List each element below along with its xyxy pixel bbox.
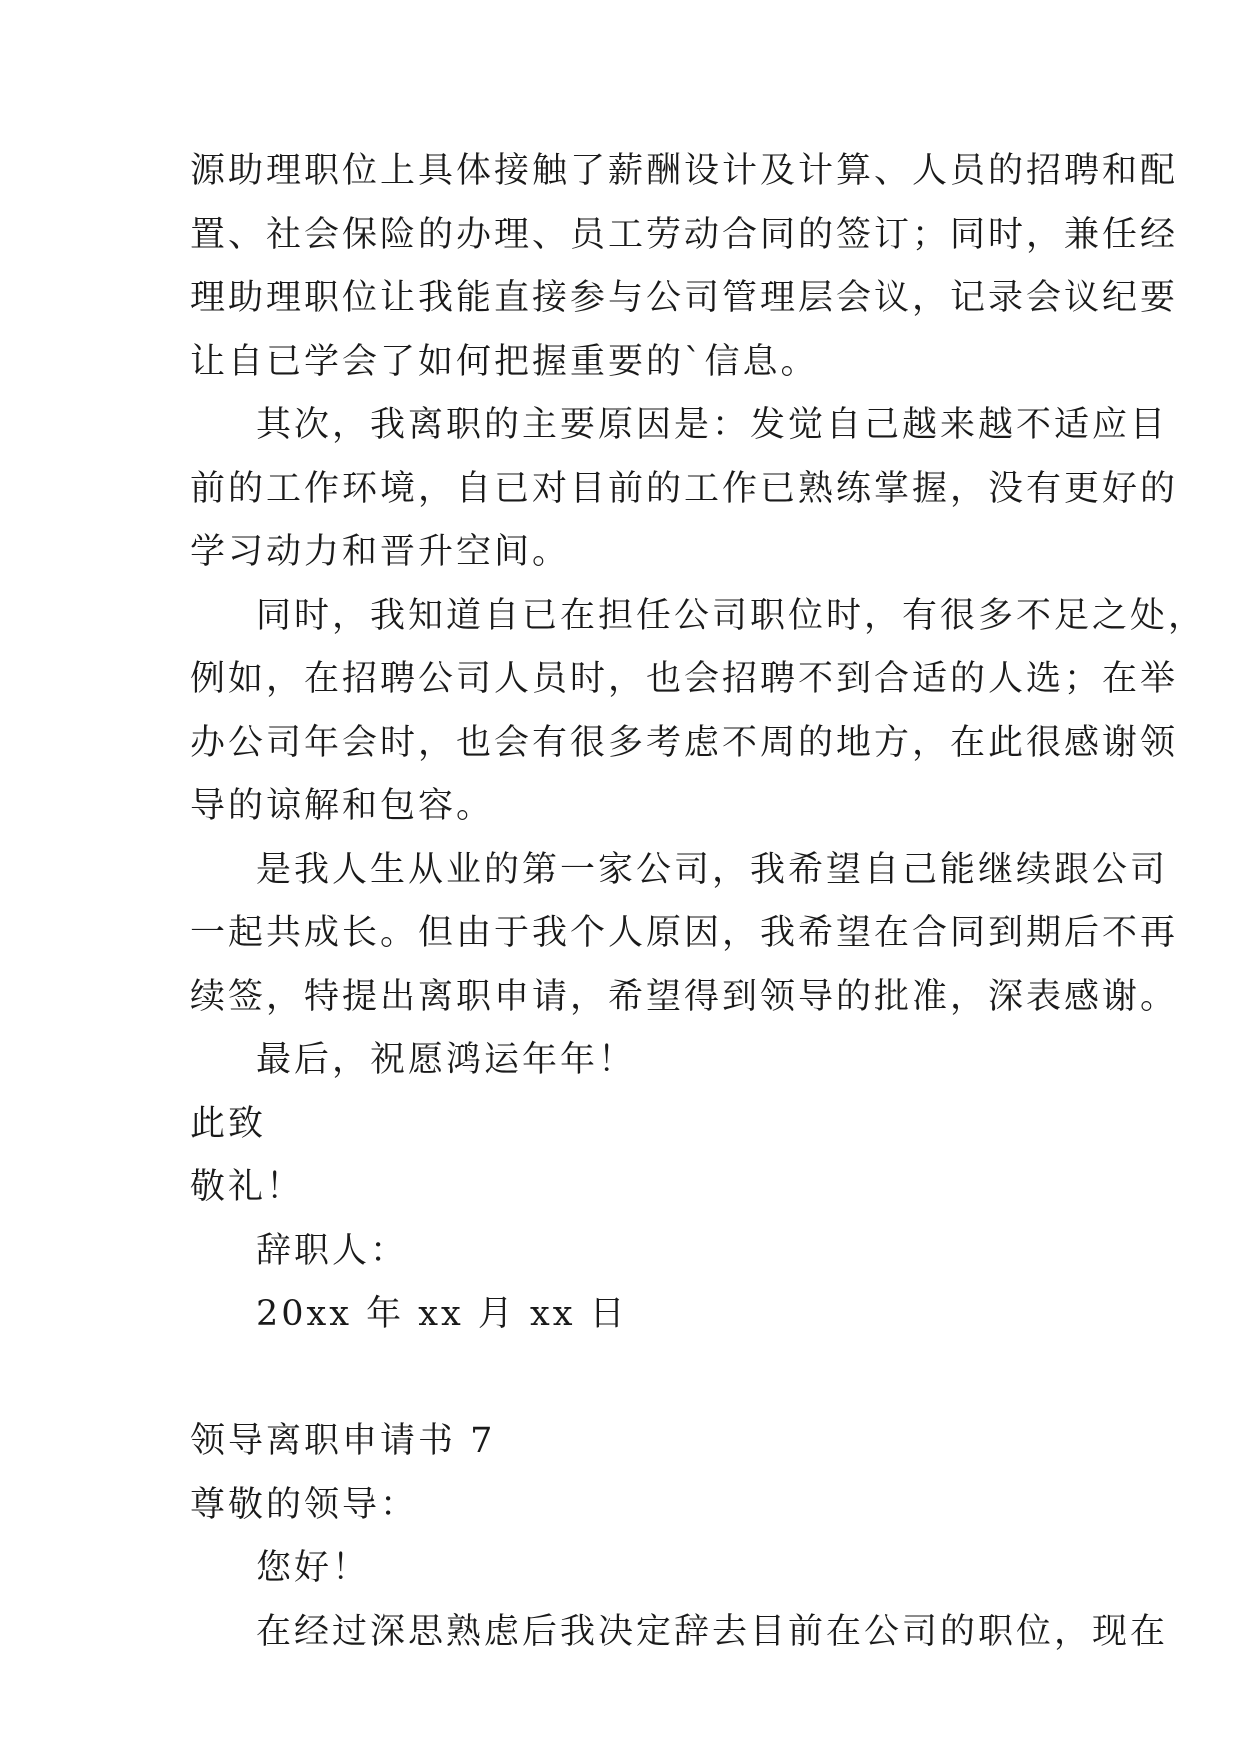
- next-greeting: 您好！: [256, 1548, 371, 1588]
- next-document-title: 领导离职申请书 7: [190, 1421, 496, 1461]
- signer-label: 辞职人：: [256, 1230, 409, 1271]
- text-line: 办公司年会时，也会有很多考虑不周的地方，在此很感谢领: [190, 722, 1179, 763]
- paragraph-shortcomings: [190, 585, 1207, 839]
- salutation-cizhi: 此致: [190, 1103, 267, 1144]
- text-line: 置、社会保险的办理、员工劳动合同的签订；同时，兼任经: [190, 214, 1179, 255]
- text-line: 同时，我知道自已在担任公司职位时，有很多不足之处，: [256, 595, 1207, 636]
- text-line: 源助理职位上具体接触了薪酬设计及计算、人员的招聘和配: [190, 151, 1179, 191]
- salutation-jingli: 敬礼！: [190, 1167, 305, 1207]
- paragraph-request: [190, 839, 1179, 1030]
- text-line: 一起共成长。但由于我个人原因，我希望在合同到期后不再: [190, 913, 1179, 953]
- text-line: 是我人生从业的第一家公司，我希望自己能继续跟公司: [256, 849, 1169, 890]
- text-line: 理助理职位让我能直接参与公司管理层会议，记录会议纪要: [190, 278, 1179, 318]
- text-line: 让自已学会了如何把握重要的`信息。: [190, 341, 819, 382]
- paragraph-job-experience: [190, 140, 1179, 394]
- date-line: 20xx 年 xx 月 xx 日: [256, 1294, 628, 1334]
- next-addressee: 尊敬的领导：: [190, 1484, 419, 1525]
- text-line: 学习动力和晋升空间。: [190, 532, 571, 572]
- document-page: [190, 140, 1207, 1664]
- paragraph-reason: [190, 394, 1179, 585]
- next-opening-line: 在经过深思熟虑后我决定辞去目前在公司的职位，现在: [256, 1611, 1169, 1652]
- text-line: 例如，在招聘公司人员时，也会招聘不到合适的人选；在举: [190, 659, 1179, 699]
- closing-wish: 最后，祝愿鸿运年年！: [256, 1040, 637, 1080]
- text-line: 导的谅解和包容。: [190, 786, 495, 826]
- text-line: 续签，特提出离职申请，希望得到领导的批准，深表感谢。: [190, 976, 1179, 1017]
- text-line: 其次，我离职的主要原因是：发觉自己越来越不适应目: [256, 405, 1169, 445]
- text-line: 前的工作环境，自已对目前的工作已熟练掌握，没有更好的: [190, 468, 1179, 509]
- blank-line: [190, 1347, 1070, 1411]
